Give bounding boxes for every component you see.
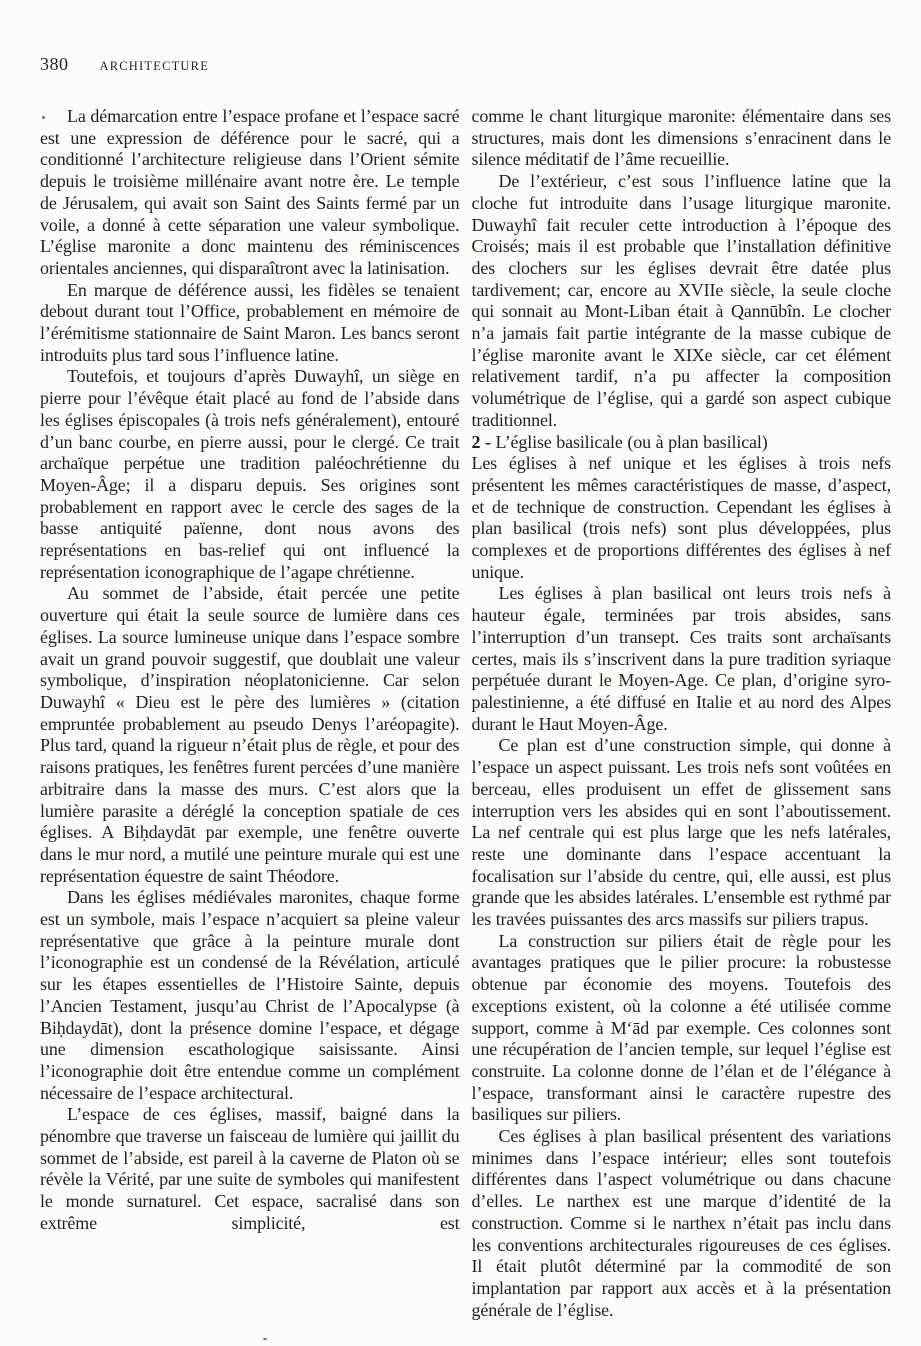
- paragraph-chant-liturgique: comme le chant liturgique maronite: élémentaire dans ses structures, mais dont les dimensions s’enracinent dans le silence méditatif de l’âme recueillie.: [471, 106, 891, 170]
- section-heading-eglise-basilicale: [472, 432, 892, 454]
- scan-speck: [263, 1338, 267, 1340]
- paragraph-construction-simple: Ce plan est d’une construction simple, qui donne à l’espace un aspect puissant. Les trois nefs sont voûtées en berceau, elles produisent un effet de glissement sans interruption vers les absides qui en sont l’aboutissement. La nef centrale qui est plus large que les nefs latérales, reste une dominante dans l’espace accentuant la focalisation sur l’abside du centre, qui, elle aussi, est plus grande que les absides latérales. L’ensemble est rythmé par les travées puissantes des arcs massifs sur piliers trapus.: [471, 735, 891, 930]
- paragraph-nef-unique: Les églises à nef unique et les églises à trois nefs présentent les mêmes caractéristiques de masse, d’aspect, et de technique de construction. Cependant les églises à plan basilical (trois nefs) sont plus développées, plus complexes et de proportions différentes des églises à nef unique.: [471, 453, 891, 582]
- paragraph-espace-eglises: L’espace de ces églises, massif, baigné dans la pénombre que traverse un faisceau de lumière qui jaillit du sommet de l’abside, est pareil à la caverne de Platon où se révèle la Vérité, par une suite de symboles qui manifestent le monde surnaturel. Cet espace, sacralisé dans son extrême simplicité, est: [40, 1104, 460, 1233]
- paragraph-cloche: De l’extérieur, c’est sous l’influence latine que la cloche fut introduite dans l’usage liturgique maronite. Duwayhî fait reculer cette introduction à l’époque des Croisés; mais il est probable que l’installation définitive des clochers sur les églises devrait être datée plus tardivement; car, encore au XVIIe siècle, la seule cloche qui sonnait au Mont-Liban était à Qannūbîn. Le clocher n’a jamais fait partie intégrante de la masse cubique de l’église maronite avant le XIXe siècle, car cet élément relativement tardif, n’a pu affecter la composition volumétrique de l’église, qui a gardé son aspect cubique traditionnel.: [471, 171, 891, 430]
- left-column: [40, 106, 460, 1321]
- right-column: [472, 106, 892, 1321]
- page-number: 380: [40, 54, 69, 74]
- text-columns: [40, 106, 891, 1321]
- paragraph-variations: Ces églises à plan basilical présentent des variations minimes dans l’espace intérieur; elles sont toutefois différentes dans l’aspect volumétrique ou dans chacune d’elles. Le narthex est une marque d’identité de la construction. Comme si le narthex n’était pas inclu dans les conventions architecturales rigoureuses de ces églises. Il était plutôt déterminé par la commodité de son implantation par rapport aux accès et à la présentation générale de l’église.: [471, 1126, 891, 1320]
- paragraph-construction-piliers: La construction sur piliers était de règle pour les avantages pratiques que le pilier procure: la robustesse obtenue par économie des moyens. Toutefois des exceptions existent, où la colonne a été utilisée comme support, comme à M‘ād par exemple. Ces colonnes sont une récupération de l’ancien temple, sur lequel l’église est construite. La colonne donne de l’élan et de l’élégance à l’espace, transformant ainsi le caractère rupestre des basiliques sur piliers.: [471, 930, 891, 1125]
- page-header: [40, 54, 891, 75]
- paragraph-siege-eveque: Toutefois, et toujours d’après Duwayhî, un siège en pierre pour l’évêque était placé au fond de l’abside dans les églises épiscopales (à trois nefs généralement), entouré d’un banc courbe, en pierre aussi, pour le clergé. Ce trait archaïque perpétue une tradition paléochrétienne du Moyen-Âge; il a disparu depuis. Ses origines sont probablement en rapport avec le cercle des sages de la basse antiquité païenne, dont nous avons des représentations en bas-relief qui ont influencé la représentation iconographique de l’agape chrétienne.: [40, 366, 460, 582]
- running-title: ARCHITECTURE: [99, 59, 210, 73]
- paragraph-demarcation: La démarcation entre l’espace profane et l’espace sacré est une expression de déférence pour le sacré, qui a conditionné l’architecture religieuse dans l’Orient sémite depuis le troisième millénaire avant notre ère. Le temple de Jérusalem, qui avait son Saint des Saints fermé par un voile, a donné à cette séparation une valeur symbolique. L’église maronite a donc maintenu des réminiscences orientales anciennes, qui disparaîtront avec la latinisation.: [40, 106, 460, 278]
- paragraph-eglises-medievales: Dans les églises médiévales maronites, chaque forme est un symbole, mais l’espace n’acquiert sa pleine valeur représentative que grâce à la peinture murale dont l’iconographie est un condensé de la Révélation, articulé sur les étapes essentielles de l’Histoire Sainte, depuis l’Ancien Testament, jusqu’au Christ de l’Apocalypse (à Biḥdaydāt), dont la présence domine l’espace, et dégage une dimension escathologique saisissante. Ainsi l’iconographie doit être entendue comme un complément nécessaire de l’espace architectural.: [40, 887, 460, 1103]
- scan-speck: [42, 116, 45, 119]
- section-title: L’église basilicale (ou à plan basilical): [490, 431, 768, 452]
- paragraph-sommet-abside: Au sommet de l’abside, était percée une petite ouverture qui était la seule source de lumière dans ces églises. La source lumineuse unique dans l’espace sombre avait un grand pouvoir suggestif, que doublait une valeur symbolique, d’inspiration néoplatonicienne. Car selon Duwayhî « Dieu est le père des lumières » (citation empruntée probablement au pseudo Denys l’aréopagite). Plus tard, quand la rigueur n’était plus de règle, et pour des raisons pratiques, les fenêtres furent percées d’une manière arbitraire dans la masse des murs. C’est alors que la lumière parasite a déréglé la conception spatiale de ces églises. A Biḥdaydāt par exemple, une fenêtre ouverte dans le mur nord, a mutilé une peinture murale qui est une représentation équestre de saint Théodore.: [40, 583, 460, 886]
- paragraph-deference: En marque de déférence aussi, les fidèles se tenaient debout durant tout l’Office, probablement en mémoire de l’érémitisme stationnaire de Saint Maron. Les bancs seront introduits plus tard sous l’influence latine.: [40, 279, 460, 365]
- paragraph-trois-nefs: Les églises à plan basilical ont leurs trois nefs à hauteur égale, terminées par trois absides, sans l’interruption d’un transept. Ces traits sont archaïsants certes, mais ils s’inscrivent dans la pure tradition syriaque perpétuée durant le Moyen-Age. Ce plan, d’origine syro-palestinienne, a été diffusé en Italie et au nord des Alpes durant le Haut Moyen-Âge.: [471, 583, 891, 734]
- section-number: 2 -: [471, 431, 491, 452]
